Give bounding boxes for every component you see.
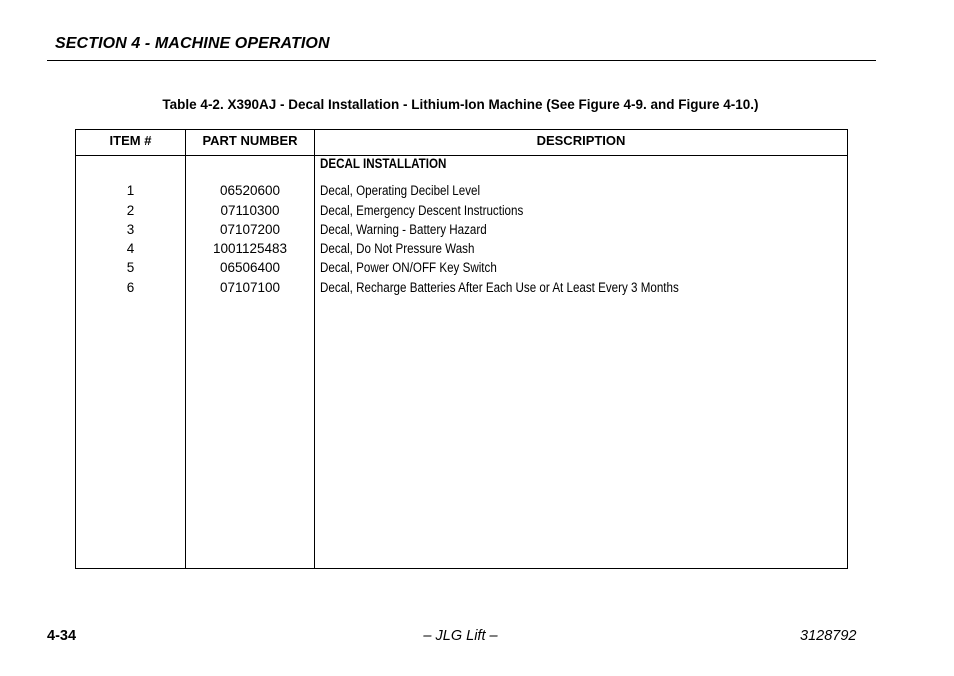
table-caption: Table 4-2. X390AJ - Decal Installation - Lithium-Ion Machine (See Figure 4-9. and Figure 4-10.) bbox=[162, 97, 759, 112]
part-number: 07107200 bbox=[219, 222, 281, 237]
footer-publisher: – JLG Lift – bbox=[423, 628, 498, 644]
part-number: 07107100 bbox=[219, 280, 281, 295]
part-number: 07110300 bbox=[220, 203, 280, 218]
part-number: 06520600 bbox=[219, 183, 281, 198]
description: Decal, Warning - Battery Hazard bbox=[320, 222, 487, 237]
description: Decal, Emergency Descent Instructions bbox=[320, 203, 524, 218]
column-header-description: DESCRIPTION bbox=[536, 133, 626, 148]
description: Decal, Do Not Pressure Wash bbox=[320, 241, 475, 256]
item-number: 4 bbox=[126, 241, 135, 256]
column-header-item: ITEM # bbox=[109, 133, 152, 148]
table-row bbox=[76, 220, 847, 239]
item-number: 5 bbox=[126, 260, 135, 275]
item-number: 2 bbox=[126, 203, 135, 218]
part-number: 1001125483 bbox=[212, 241, 288, 256]
page-number: 4-34 bbox=[47, 628, 77, 644]
group-heading: DECAL INSTALLATION bbox=[320, 156, 447, 171]
document-number: 3128792 bbox=[800, 628, 857, 644]
decal-table bbox=[75, 129, 848, 569]
item-number: 1 bbox=[126, 183, 135, 198]
item-number: 3 bbox=[126, 222, 135, 237]
header-rule bbox=[47, 60, 876, 61]
section-title: SECTION 4 - MACHINE OPERATION bbox=[55, 35, 330, 52]
table-row bbox=[76, 278, 847, 297]
table-row bbox=[76, 201, 847, 220]
description: Decal, Operating Decibel Level bbox=[320, 183, 481, 198]
description: Decal, Power ON/OFF Key Switch bbox=[320, 260, 497, 275]
description: Decal, Recharge Batteries After Each Use or At Least Every 3 Months bbox=[320, 280, 679, 295]
header-row-rule bbox=[76, 155, 847, 156]
part-number: 06506400 bbox=[219, 260, 281, 275]
table-row bbox=[76, 239, 847, 258]
column-header-part-number: PART NUMBER bbox=[202, 133, 298, 148]
item-number: 6 bbox=[126, 280, 135, 295]
table-row bbox=[76, 258, 847, 277]
table-row bbox=[76, 181, 847, 200]
